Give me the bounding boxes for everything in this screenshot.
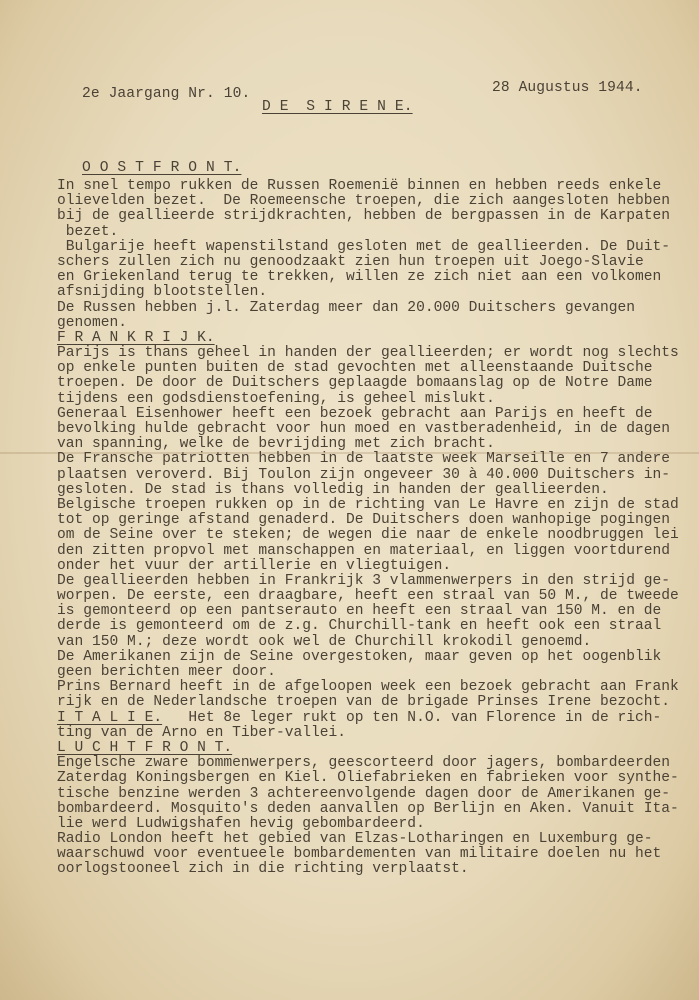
text-line: den zitten propvol met manschappen en materiaal, en liggen voortdurend (57, 542, 671, 559)
text-line: derde is gemonteerd om de z.g. Churchill-tank en heeft ook een straal (57, 618, 662, 635)
section-heading-row (57, 741, 679, 756)
text-line: lie werd Ludwigshafen hevig gebombardeerd. (57, 815, 425, 832)
newsletter-title: D E S I R E N E. (262, 99, 413, 115)
text-line: genomen. (57, 314, 128, 331)
text-line: van spanning, welke de bevrijding met zich bracht. (57, 436, 495, 453)
text-line: oorlogstooneel zich in die richting verplaatst. (57, 861, 469, 878)
text-line: olievelden bezet. De Roemeensche troepen, die zich aangesloten hebben (57, 193, 671, 210)
text-line: om de Seine over te steken; de wegen die naar de enkele noodbruggen lei (57, 527, 679, 544)
text-line: Zaterdag Koningsbergen en Kiel. Oliefabrieken en fabrieken voor synthe- (57, 770, 679, 787)
text-line: Parijs is thans geheel in handen der geallieerden; er wordt nog slechts (57, 345, 679, 362)
text-line: afsnijding blootstellen. (57, 284, 268, 301)
text-line: tijdens een godsdienstoefening, is geheel mislukt. (57, 390, 495, 407)
text-line: bij de geallieerde strijdkrachten, hebben de bergpassen in de Karpaten (57, 208, 671, 225)
text-line: troepen. De door de Duitschers geplaagde bomaanslag op de Notre Dame (57, 375, 653, 392)
text-line: worpen. De eerste, een draagbare, heeft een straal van 50 M., de tweede (57, 588, 679, 605)
text-line: schers zullen zich nu genoodzaakt zien hun troepen uit Joego-Slavie (57, 253, 644, 270)
text-line: gesloten. De stad is thans volledig in handen der geallieerden. (57, 481, 609, 498)
section-heading-oostfront: O O S T F R O N T. (82, 160, 242, 176)
issue-date: 28 Augustus 1944. (492, 80, 643, 96)
text-line: onder het vuur der artillerie en vliegtuigen. (57, 557, 452, 574)
text-line: tische benzine werden 3 achtereenvolgende dagen door de Amerikanen ge- (57, 785, 671, 802)
section-heading: L U C H T F R O N T. (57, 739, 233, 756)
text-line: bevolking hulde gebracht voor hun moed en vastberadenheid, in de dagen (57, 421, 671, 437)
section-heading: F R A N K R I J K. (57, 329, 215, 346)
section-heading: I T A L I E. (57, 709, 163, 726)
text-line: ting van de Arno en Tiber-vallei. (57, 724, 347, 741)
text-line: Generaal Eisenhower heeft een bezoek gebracht aan Parijs en heeft de (57, 405, 653, 422)
text-line: In snel tempo rukken de Russen Roemenië binnen en hebben reeds enkele (57, 178, 662, 194)
text-line: op enkele punten buiten de stad gevochten met alleenstaande Duitsche (57, 360, 653, 377)
text-line: van 150 M.; deze wordt ook wel de Churchill krokodil genoemd. (57, 633, 592, 650)
text-line: geen berichten meer door. (57, 664, 276, 680)
section-heading-row (57, 711, 679, 726)
text-line: waarschuwd voor eventueele bombardementen van militaire doelen nu het (57, 846, 662, 863)
text-line: De Russen hebben j.l. Zaterdag meer dan 20.000 Duitschers gevangen (57, 299, 636, 316)
section-heading-row (57, 331, 679, 346)
document-body (57, 179, 679, 878)
text-line: Bulgarije heeft wapenstilstand gesloten met de geallieerden. De Duit- (57, 238, 671, 255)
text-line: Het 8e leger rukt op ten N.O. van Florence in de rich- (162, 709, 662, 726)
text-line: Engelsche zware bommenwerpers, geescorteerd door jagers, bombardeerden (57, 755, 671, 772)
text-line: en Griekenland terug te trekken, willen ze zich niet aan een volkomen (57, 269, 662, 286)
issue-number: 2e Jaargang Nr. 10. (82, 86, 251, 102)
text-line: rijk en de Nederlandsche troepen van de brigade Prinses Irene bezocht. (57, 694, 671, 711)
text-line: bombardeerd. Mosquito's deden aanvallen op Berlijn en Aken. Vanuit Ita- (57, 800, 679, 817)
text-line: tot op geringe afstand genaderd. De Duitschers doen wanhopige pogingen (57, 512, 671, 529)
text-line: Prins Bernard heeft in de afgeloopen week een bezoek gebracht aan Frank (57, 679, 679, 696)
text-line: Belgische troepen rukken op in de richting van Le Havre en zijn de stad (57, 496, 679, 513)
text-line: De geallieerden hebben in Frankrijk 3 vlammenwerpers in den strijd ge- (57, 572, 671, 589)
text-line: Radio London heeft het gebied van Elzas-Lotharingen en Luxemburg ge- (57, 831, 653, 848)
text-line: is gemonteerd op een pantserauto en heeft een straal van 150 M. en de (57, 603, 662, 620)
text-line: bezet. (57, 223, 119, 240)
text-line: De Fransche patriotten hebben in de laatste week Marseille en 7 andere (57, 451, 671, 468)
text-line: plaatsen veroverd. Bij Toulon zijn ongeveer 30 à 40.000 Duitschers in- (57, 466, 671, 483)
text-line: De Amerikanen zijn de Seine overgestoken, maar geven op het oogenblik (57, 648, 662, 665)
